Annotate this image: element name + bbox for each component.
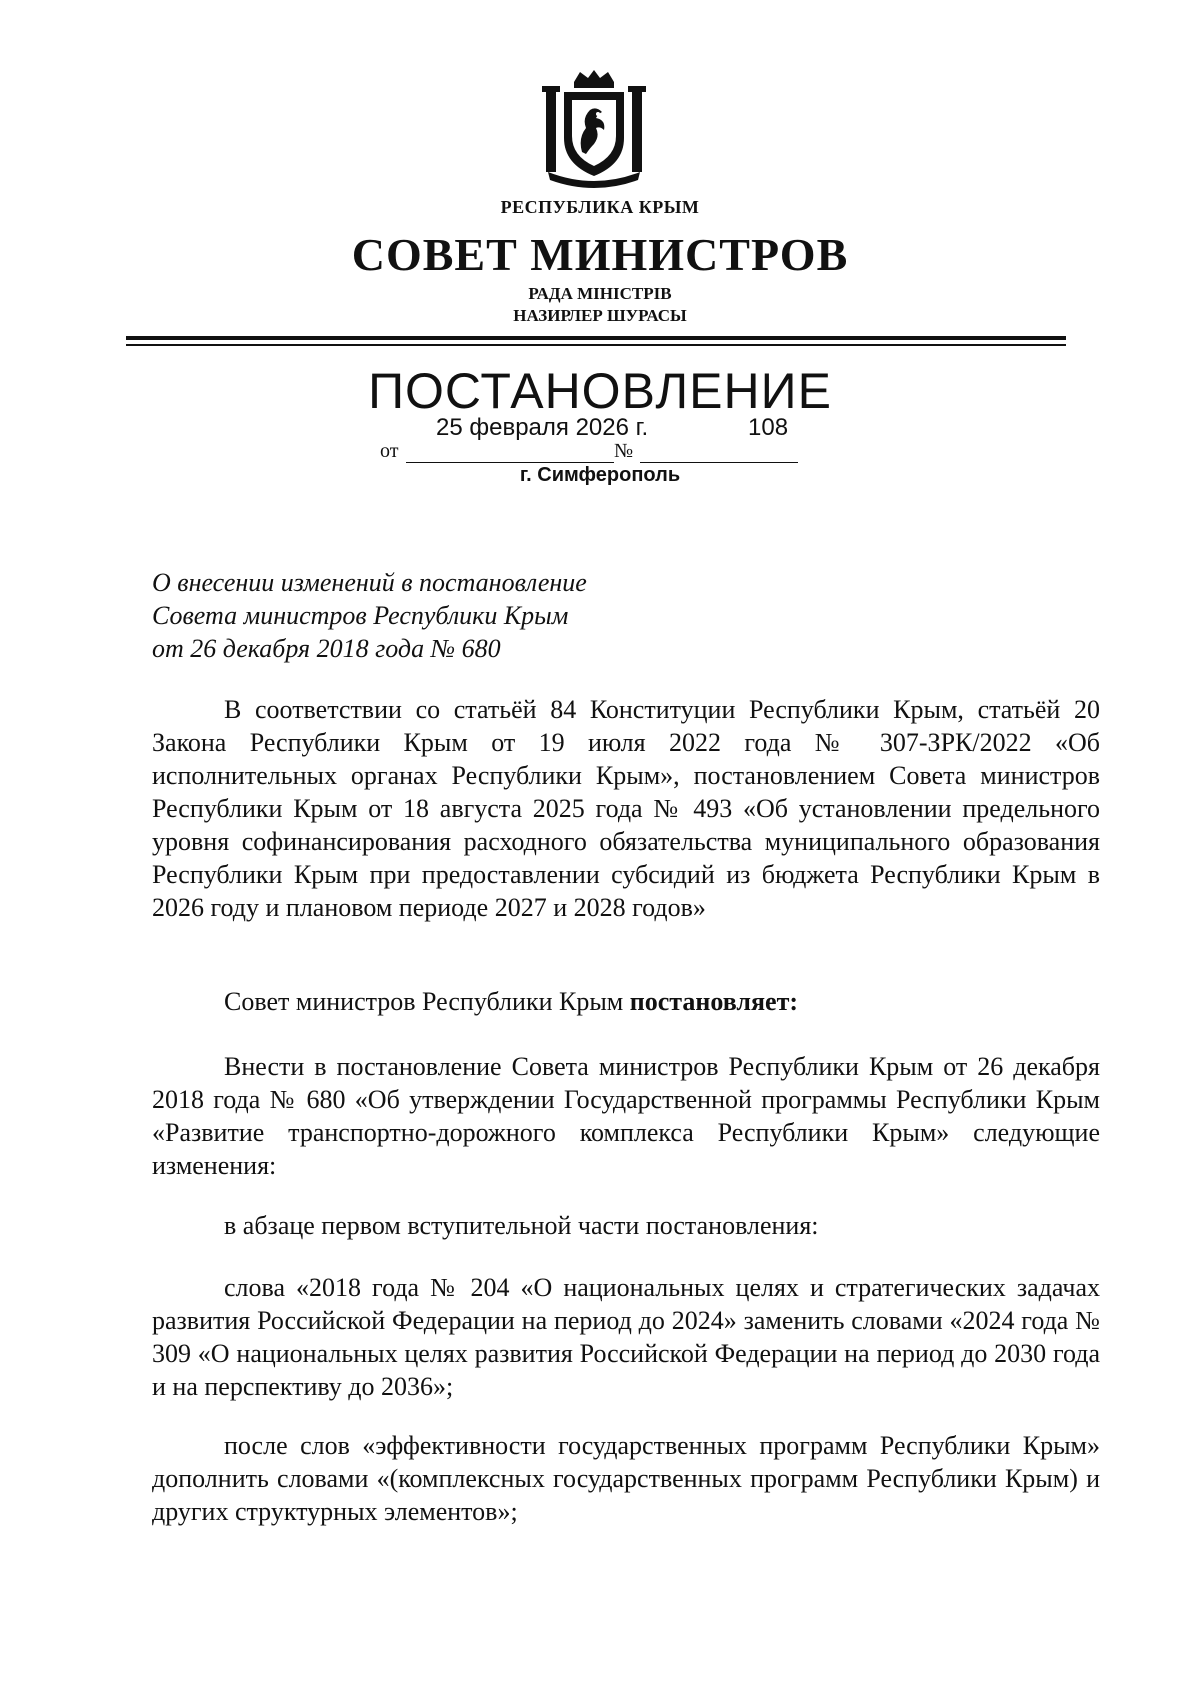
paragraph-text: Совет министров Республики Крым: [224, 987, 630, 1016]
body-paragraph: [152, 1429, 1100, 1528]
body-paragraph: [152, 693, 1100, 924]
body-paragraph: [152, 1050, 1100, 1182]
header-divider-thick: [126, 336, 1066, 340]
paragraph-text: в абзаце первом вступительной части постановления:: [224, 1211, 819, 1240]
paragraph-text: слова «2018 года № 204 «О национальных целях и стратегических задачах развития Российской Федерации на период до 2024» заменить словами «2024 года № 309 «О национальных целях развития Российской Федерации на период до 2030 года и на перспективу до 2036»;: [152, 1273, 1100, 1401]
paragraph-text: В соответствии со статьёй 84 Конституции Республики Крым, статьёй 20 Закона Республики Крым от 19 июля 2022 года № 307-ЗРК/2022 «Об исполнительных органах Республики Крым», постановлением Совета министров Республики Крым от 18 августа 2025 года № 493 «Об установлении предельного уровня софинансирования расходного обязательства муниципального образования Республики Крым при предоставлении субсидий из бюджета Республики Крым в 2026 году и плановом периоде 2027 и 2028 годов»: [152, 695, 1100, 922]
coat-of-arms-icon: [538, 68, 650, 188]
body-paragraph: [152, 1209, 1100, 1242]
header-divider-thin: [126, 344, 1066, 346]
subject-line: О внесении изменений в постановление: [152, 568, 587, 597]
number-label: №: [614, 440, 634, 462]
republic-name: РЕСПУБЛИКА КРЫМ: [500, 197, 700, 217]
council-name: СОВЕТ МИНИСТРОВ: [351, 229, 849, 280]
subject-line: от 26 декабря 2018 года № 680: [152, 634, 501, 663]
decree-subject: [152, 566, 752, 665]
date-label: от: [380, 440, 399, 462]
resolution-keyword: постановляет:: [629, 987, 799, 1016]
decree-date: 25 февраля 2026 г.: [436, 414, 649, 441]
body-paragraph: [152, 1271, 1100, 1403]
paragraph-text: Внести в постановление Совета министров Республики Крым от 26 декабря 2018 года № 680 «Об утверждении Государственной программы Республики Крым «Развитие транспортно-дорожного комплекса Республики Крым» следующие изменения:: [152, 1052, 1100, 1180]
subject-line: Совета министров Республики Крым: [152, 601, 569, 630]
paragraph-text: после слов «эффективности государственных программ Республики Крым» дополнить словами «(комплексных государственных программ Республики Крым) и других структурных элементов»;: [152, 1431, 1100, 1526]
decree-number: 108: [748, 414, 789, 441]
city-name: г. Симферополь: [519, 464, 681, 486]
document-type-title: ПОСТАНОВЛЕНИЕ: [368, 363, 832, 419]
council-name-ukrainian: РАДА МІНІСТРІВ: [528, 284, 672, 303]
number-underline: [640, 462, 798, 463]
council-name-crimean-tatar: НАЗИРЛЕР ШУРАСЫ: [513, 306, 687, 325]
body-paragraph: [152, 985, 1100, 1018]
date-underline: [406, 462, 614, 463]
